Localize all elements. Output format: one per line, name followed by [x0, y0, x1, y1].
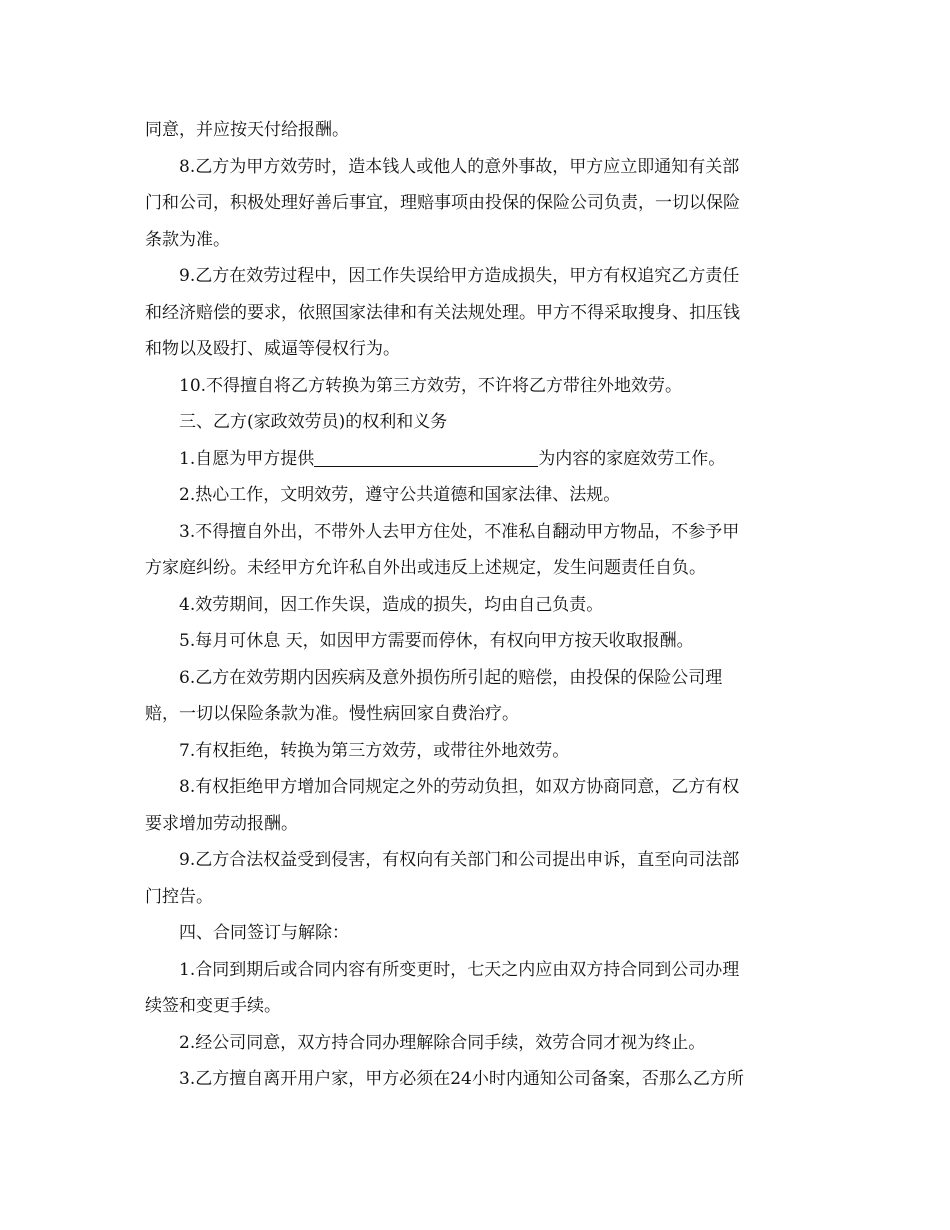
- text-line: 6.乙方在效劳期内因疾病及意外损伤所引起的赔偿，由投保的保险公司理: [179, 667, 723, 688]
- paragraph: [145, 477, 805, 514]
- text-segment: 1.自愿为甲方提供: [179, 448, 315, 469]
- text-line: 10.不得擅自将乙方转换为第三方效劳，不许将乙方带往外地效劳。: [179, 375, 683, 396]
- paragraph: [145, 623, 805, 660]
- paragraph: [145, 952, 805, 1025]
- text-line: 和经济赔偿的要求，依照国家法律和有关法规处理。甲方不得采取搜身、扣压钱: [145, 302, 740, 323]
- text-line: 赔，一切以保险条款为准。慢性病回家自费治疗。: [145, 704, 519, 724]
- text-segment: 为内容的家庭效劳工作。: [538, 448, 726, 469]
- text-line: 1.合同到期后或合同内容有所变更时，七天之内应由双方持合同到公司办理: [179, 959, 740, 980]
- text-line: 5.每月可休息 天，如因甲方需要而停休，有权向甲方按天收取报酬。: [179, 631, 694, 651]
- paragraph: [145, 112, 805, 149]
- text-line: 门和公司，积极处理好善后事宜，理赔事项由投保的保险公司负责，一切以保险: [145, 193, 740, 213]
- text-line: 3.乙方擅自离开用户家，甲方必须在24小时内通知公司备案，否那么乙方所: [179, 1069, 744, 1089]
- text-line: 方家庭纠纷。未经甲方允许私自外出或违反上述规定，发生问题责任自负。: [145, 558, 706, 578]
- text-line: 四、合同签订与解除：: [179, 923, 349, 943]
- paragraph: [145, 441, 805, 478]
- text-line: 9.乙方在效劳过程中，因工作失误给甲方造成损失，甲方有权追究乙方责任: [179, 266, 740, 286]
- paragraph: [145, 258, 805, 368]
- paragraph: [145, 660, 805, 733]
- text-line: 条款为准。: [145, 229, 230, 250]
- document-body: [145, 112, 805, 1098]
- text-line: 3.不得擅自外出，不带外人去甲方住处，不准私自翻动甲方物品，不参予甲: [179, 521, 740, 542]
- text-line: 8.乙方为甲方效劳时，造本钱人或他人的意外事故，甲方应立即通知有关部: [179, 156, 740, 177]
- text-line: 三、乙方(家政效劳员)的权利和义务: [179, 412, 448, 432]
- paragraph: [145, 514, 805, 587]
- paragraph: [145, 1061, 805, 1098]
- paragraph: [145, 1025, 805, 1062]
- text-line: 2.经公司同意，双方持合同办理解除合同手续，效劳合同才视为终止。: [179, 1032, 706, 1053]
- paragraph: [145, 733, 805, 770]
- fill-in-blank: [314, 448, 538, 467]
- paragraph: [145, 368, 805, 405]
- text-line: [145, 441, 805, 478]
- text-line: 9.乙方合法权益受到侵害，有权向有关部门和公司提出申诉，直至向司法部: [179, 850, 740, 870]
- section-heading: [145, 915, 805, 952]
- text-line: 8.有权拒绝甲方增加合同规定之外的劳动负担，如双方协商同意，乙方有权: [179, 777, 740, 797]
- text-line: 同意，并应按天付给报酬。: [145, 120, 349, 140]
- paragraph: [145, 769, 805, 842]
- paragraph: [145, 587, 805, 624]
- text-line: 7.有权拒绝，转换为第三方效劳，或带往外地效劳。: [179, 740, 570, 761]
- text-line: 2.热心工作，文明效劳，遵守公共道德和国家法律、法规。: [179, 485, 621, 505]
- paragraph: [145, 149, 805, 259]
- text-line: 要求增加劳动报酬。: [145, 813, 298, 834]
- paragraph: [145, 842, 805, 915]
- text-line: 门控告。: [145, 886, 213, 907]
- text-line: 和物以及殴打、威逼等侵权行为。: [145, 339, 400, 359]
- section-heading: [145, 404, 805, 441]
- text-line: 续签和变更手续。: [145, 996, 281, 1016]
- text-line: 4.效劳期间，因工作失误，造成的损失，均由自己负责。: [179, 594, 604, 615]
